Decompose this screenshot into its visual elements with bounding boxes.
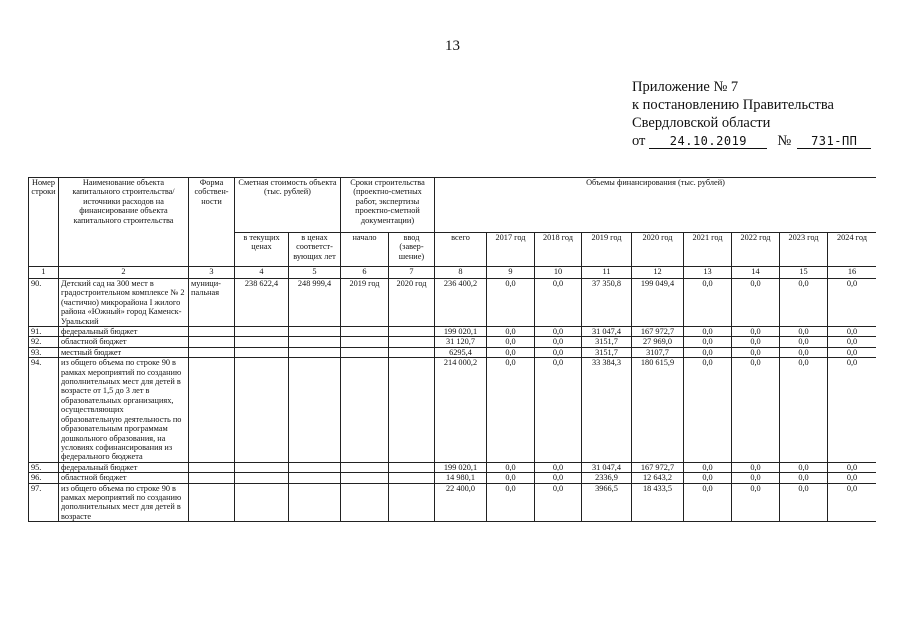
header-estimated-cost: Сметная стоимость объекта (тыс. рублей) [235, 178, 341, 233]
cost-current-cell [235, 358, 289, 462]
year-2021-cell: 0,0 [684, 473, 732, 483]
start-cell [341, 483, 389, 522]
year-2020-cell: 27 969,0 [632, 337, 684, 347]
year-2020-cell: 199 049,4 [632, 279, 684, 327]
table-row [29, 327, 877, 337]
header-current-prices: в текущих ценах [235, 233, 289, 267]
year-2023-cell: 0,0 [780, 358, 828, 462]
cost-relevant-cell [289, 462, 341, 472]
decree-number: 731-ПП [797, 134, 871, 149]
year-2022-cell: 0,0 [732, 462, 780, 472]
object-name-cell: областной бюджет [59, 473, 189, 483]
column-number: 15 [780, 267, 828, 279]
year-2017-cell: 0,0 [487, 473, 535, 483]
start-cell [341, 473, 389, 483]
header-year: 2018 год [535, 233, 582, 267]
total-cell: 214 000,2 [435, 358, 487, 462]
year-2019-cell: 37 350,8 [582, 279, 632, 327]
year-2024-cell: 0,0 [828, 462, 877, 472]
appendix-block [632, 78, 871, 150]
year-2023-cell: 0,0 [780, 483, 828, 522]
decree-sign-row [632, 132, 871, 150]
cost-relevant-cell: 248 999,4 [289, 279, 341, 327]
cost-relevant-cell [289, 347, 341, 357]
year-2023-cell: 0,0 [780, 337, 828, 347]
year-2017-cell: 0,0 [487, 483, 535, 522]
year-2018-cell: 0,0 [535, 347, 582, 357]
column-number: 13 [684, 267, 732, 279]
start-cell [341, 358, 389, 462]
column-number: 3 [189, 267, 235, 279]
total-cell: 22 400,0 [435, 483, 487, 522]
total-cell: 6295,4 [435, 347, 487, 357]
header-object-name: Наименование объекта капитального строительства/ источники расходов на финансирование объекта капитального строительства [59, 178, 189, 267]
decree-date: 24.10.2019 [649, 134, 767, 149]
end-cell [389, 327, 435, 337]
column-number: 11 [582, 267, 632, 279]
year-2024-cell: 0,0 [828, 327, 877, 337]
year-2018-cell: 0,0 [535, 473, 582, 483]
year-2020-cell: 3107,7 [632, 347, 684, 357]
year-2020-cell: 12 643,2 [632, 473, 684, 483]
header-year: 2024 год [828, 233, 877, 267]
column-number: 2 [59, 267, 189, 279]
year-2018-cell: 0,0 [535, 279, 582, 327]
year-2021-cell: 0,0 [684, 337, 732, 347]
header-year: 2021 год [684, 233, 732, 267]
year-2020-cell: 167 972,7 [632, 462, 684, 472]
cost-current-cell [235, 483, 289, 522]
row-number-cell: 97. [29, 483, 59, 522]
total-cell: 199 020,1 [435, 327, 487, 337]
table-row [29, 347, 877, 357]
year-2019-cell: 31 047,4 [582, 327, 632, 337]
appendix-title: Приложение № 7 [632, 79, 739, 95]
ownership-cell [189, 483, 235, 522]
year-2017-cell: 0,0 [487, 347, 535, 357]
start-cell [341, 462, 389, 472]
total-cell: 199 020,1 [435, 462, 487, 472]
year-2019-cell: 3966,5 [582, 483, 632, 522]
row-number-cell: 91. [29, 327, 59, 337]
budget-table-wrapper [28, 177, 876, 607]
year-2017-cell: 0,0 [487, 337, 535, 347]
header-year: 2020 год [632, 233, 684, 267]
object-name-cell: из общего объема по строке 90 в рамках мероприятий по созданию дополнительных мест для детей в возрасте от 1,5 до 3 лет в образовательных организациях, осуществляющих образовательную деятельность по образовательным программам дошкольного образования, на условиях софинансирования из федерального бюджета [59, 358, 189, 462]
start-cell: 2019 год [341, 279, 389, 327]
cost-current-cell: 238 622,4 [235, 279, 289, 327]
cost-relevant-cell [289, 337, 341, 347]
year-2022-cell: 0,0 [732, 279, 780, 327]
year-2020-cell: 167 972,7 [632, 327, 684, 337]
object-name-cell: областной бюджет [59, 337, 189, 347]
column-number: 8 [435, 267, 487, 279]
end-cell [389, 347, 435, 357]
year-2022-cell: 0,0 [732, 358, 780, 462]
year-2021-cell: 0,0 [684, 462, 732, 472]
column-number: 16 [828, 267, 877, 279]
page-number: 13 [445, 38, 460, 54]
year-2019-cell: 3151,7 [582, 337, 632, 347]
cost-relevant-cell [289, 483, 341, 522]
date-prefix: от [632, 133, 646, 149]
header-ownership: Форма собствен-ности [189, 178, 235, 267]
ownership-cell [189, 327, 235, 337]
appendix-line-3: Свердловской области [632, 115, 771, 131]
column-number: 7 [389, 267, 435, 279]
year-2019-cell: 33 384,3 [582, 358, 632, 462]
header-total: всего [435, 233, 487, 267]
column-number: 1 [29, 267, 59, 279]
year-2023-cell: 0,0 [780, 462, 828, 472]
year-2017-cell: 0,0 [487, 358, 535, 462]
ownership-cell [189, 337, 235, 347]
ownership-cell [189, 462, 235, 472]
header-year: 2022 год [732, 233, 780, 267]
total-cell: 31 120,7 [435, 337, 487, 347]
year-2024-cell: 0,0 [828, 347, 877, 357]
header-row-number: Номер строки [29, 178, 59, 267]
header-year: 2023 год [780, 233, 828, 267]
total-cell: 236 400,2 [435, 279, 487, 327]
year-2024-cell: 0,0 [828, 473, 877, 483]
table-body [29, 279, 877, 522]
column-number: 12 [632, 267, 684, 279]
appendix-line-2: к постановлению Правительства [632, 97, 834, 113]
year-2024-cell: 0,0 [828, 337, 877, 347]
year-2019-cell: 31 047,4 [582, 462, 632, 472]
row-number-cell: 95. [29, 462, 59, 472]
year-2018-cell: 0,0 [535, 483, 582, 522]
start-cell [341, 337, 389, 347]
budget-table [28, 177, 876, 522]
year-2017-cell: 0,0 [487, 462, 535, 472]
year-2018-cell: 0,0 [535, 462, 582, 472]
end-cell [389, 462, 435, 472]
year-2021-cell: 0,0 [684, 327, 732, 337]
year-2018-cell: 0,0 [535, 327, 582, 337]
year-2017-cell: 0,0 [487, 327, 535, 337]
header-year: 2017 год [487, 233, 535, 267]
year-2023-cell: 0,0 [780, 279, 828, 327]
year-2022-cell: 0,0 [732, 483, 780, 522]
cost-current-cell [235, 347, 289, 357]
year-2022-cell: 0,0 [732, 347, 780, 357]
header-start: начало [341, 233, 389, 267]
header-relevant-prices: в ценах соответст-вующих лет [289, 233, 341, 267]
year-2019-cell: 3151,7 [582, 347, 632, 357]
year-2020-cell: 18 433,5 [632, 483, 684, 522]
end-cell [389, 337, 435, 347]
cost-relevant-cell [289, 358, 341, 462]
table-row [29, 483, 877, 522]
cost-current-cell [235, 462, 289, 472]
column-number: 10 [535, 267, 582, 279]
end-cell [389, 483, 435, 522]
table-row [29, 337, 877, 347]
header-commissioning: ввод (завер-шение) [389, 233, 435, 267]
year-2024-cell: 0,0 [828, 279, 877, 327]
year-2021-cell: 0,0 [684, 483, 732, 522]
year-2022-cell: 0,0 [732, 473, 780, 483]
cost-relevant-cell [289, 473, 341, 483]
year-2018-cell: 0,0 [535, 358, 582, 462]
cost-current-cell [235, 473, 289, 483]
row-number-cell: 90. [29, 279, 59, 327]
row-number-cell: 93. [29, 347, 59, 357]
column-number: 5 [289, 267, 341, 279]
row-number-cell: 96. [29, 473, 59, 483]
table-row [29, 462, 877, 472]
year-2021-cell: 0,0 [684, 279, 732, 327]
cost-relevant-cell [289, 327, 341, 337]
year-2020-cell: 180 615,9 [632, 358, 684, 462]
ownership-cell [189, 358, 235, 462]
table-row [29, 358, 877, 462]
object-name-cell: из общего объема по строке 90 в рамках мероприятий по созданию дополнительных мест для детей в возрасте [59, 483, 189, 522]
year-2022-cell: 0,0 [732, 327, 780, 337]
ownership-cell [189, 347, 235, 357]
row-number-cell: 92. [29, 337, 59, 347]
year-2019-cell: 2336,9 [582, 473, 632, 483]
year-2018-cell: 0,0 [535, 337, 582, 347]
object-name-cell: Детский сад на 300 мест в градостроительном комплексе № 2 (частично) микрорайона I жилого района «Южный» город Каменск-Уральский [59, 279, 189, 327]
end-cell [389, 473, 435, 483]
cost-current-cell [235, 337, 289, 347]
table-row [29, 279, 877, 327]
column-number-row [29, 267, 877, 279]
year-2023-cell: 0,0 [780, 347, 828, 357]
year-2022-cell: 0,0 [732, 337, 780, 347]
column-number: 6 [341, 267, 389, 279]
number-prefix: № [777, 133, 792, 149]
total-cell: 14 980,1 [435, 473, 487, 483]
cost-current-cell [235, 327, 289, 337]
start-cell [341, 347, 389, 357]
end-cell [389, 358, 435, 462]
year-2021-cell: 0,0 [684, 358, 732, 462]
header-year: 2019 год [582, 233, 632, 267]
ownership-cell [189, 473, 235, 483]
column-number: 14 [732, 267, 780, 279]
header-row-1 [29, 178, 877, 233]
start-cell [341, 327, 389, 337]
header-financing-volumes: Объемы финансирования (тыс. рублей) [435, 178, 877, 233]
year-2023-cell: 0,0 [780, 473, 828, 483]
row-number-cell: 94. [29, 358, 59, 462]
year-2021-cell: 0,0 [684, 347, 732, 357]
table-row [29, 473, 877, 483]
ownership-cell: муници-пальная [189, 279, 235, 327]
year-2017-cell: 0,0 [487, 279, 535, 327]
column-number: 9 [487, 267, 535, 279]
year-2024-cell: 0,0 [828, 358, 877, 462]
header-construction-terms: Сроки строительства (проектно-сметных работ, экспертизы проектно-сметной документации) [341, 178, 435, 233]
object-name-cell: федеральный бюджет [59, 462, 189, 472]
object-name-cell: местный бюджет [59, 347, 189, 357]
column-number: 4 [235, 267, 289, 279]
end-cell: 2020 год [389, 279, 435, 327]
year-2024-cell: 0,0 [828, 483, 877, 522]
year-2023-cell: 0,0 [780, 327, 828, 337]
object-name-cell: федеральный бюджет [59, 327, 189, 337]
